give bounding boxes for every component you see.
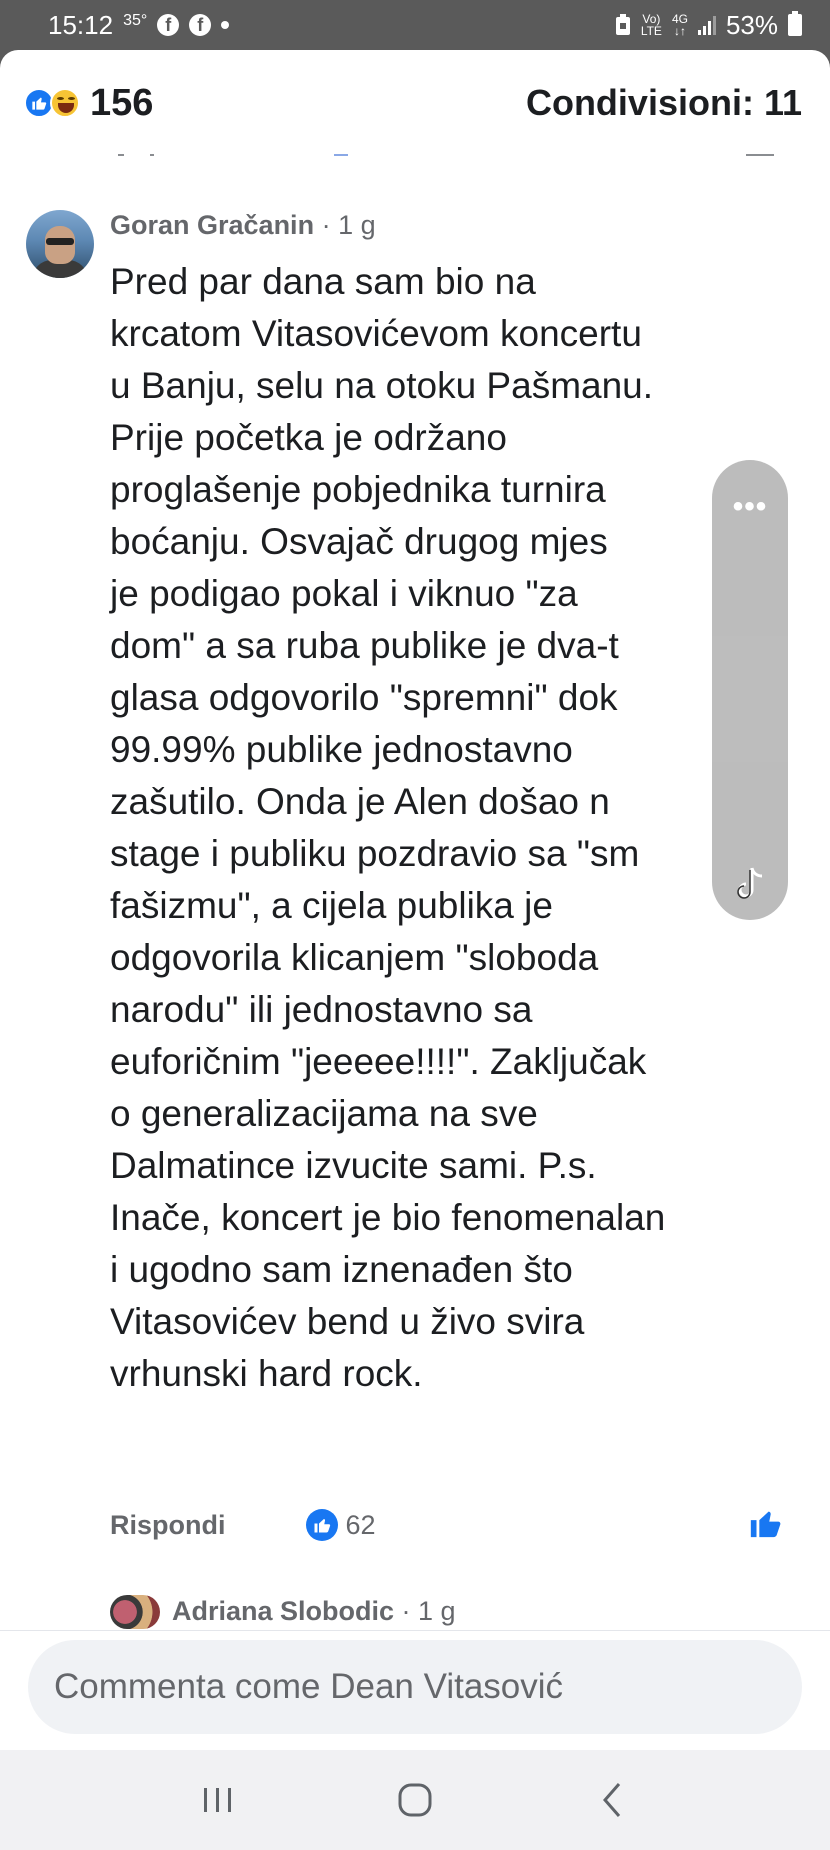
facebook-notification-icon: f (189, 14, 211, 36)
home-button[interactable] (385, 1770, 445, 1830)
thumbs-up-icon (748, 1506, 782, 1540)
comment-like-count[interactable] (306, 1509, 376, 1541)
haha-reaction-icon (50, 88, 80, 118)
like-comment-button[interactable] (748, 1506, 782, 1545)
back-chevron-icon (597, 1780, 627, 1820)
cropped-row-remnant (0, 150, 830, 162)
reactions-left[interactable] (24, 82, 153, 125)
android-navigation-bar (0, 1750, 830, 1850)
status-time: 15:12 (48, 9, 114, 40)
battery-percent: 53% (725, 9, 778, 40)
comment-time-separator: · (314, 210, 339, 240)
more-notifications-dot-icon (221, 21, 229, 29)
reply-button[interactable]: Rispondi (110, 1509, 226, 1540)
status-left (48, 10, 229, 41)
status-right (615, 10, 802, 41)
volte-indicator: Vo) LTE (640, 12, 662, 38)
tiktok-icon[interactable] (734, 866, 766, 902)
facebook-notification-icon: f (157, 14, 179, 36)
next-commenter-avatar[interactable] (110, 1595, 160, 1629)
next-comment-separator: · (394, 1596, 419, 1626)
shares-count[interactable]: Condivisioni: 11 (525, 82, 802, 123)
data-saver-icon (615, 14, 631, 36)
next-comment-author[interactable]: Adriana Slobodic (172, 1596, 395, 1626)
composer-divider (0, 1630, 830, 1631)
signal-strength-icon (698, 15, 716, 35)
like-reaction-icon (306, 1509, 338, 1541)
like-count-value: 62 (345, 1509, 376, 1540)
floating-side-panel[interactable] (712, 460, 788, 920)
recent-apps-icon (200, 1784, 236, 1816)
comment-header (110, 210, 376, 241)
reaction-icons (24, 86, 84, 120)
next-comment-timestamp[interactable]: 1 g (418, 1596, 456, 1626)
back-button[interactable] (582, 1770, 642, 1830)
recent-apps-button[interactable] (188, 1770, 248, 1830)
home-icon (395, 1780, 435, 1820)
comment-input-placeholder: Commenta come Dean Vitasović (54, 1667, 564, 1706)
comment-text: Pred par dana sam bio na krcatom Vitasovićevom koncertu u Banju, selu na otoku Pašmanu. Prije početka je održano proglašenje pobjednika turnira boćanju. Osvajač drugog mjes je podigao pokal i viknuo "za dom" a sa ruba publike je dva-t glasa odgovorilo "spremni" dok 99.99% publike jednostavno zašutilo. Onda je Alen došao n stage i publiku pozdravio sa "sm fašizmu", a cijela publika je odgovorila klicanjem "sloboda narodu" ili jednostavno sa euforičnim "jeeeee!!!!". Zaključak o generalizacijama na sve Dalmatince izvucite sami. P.s. Inače, koncert je bio fenomenalan i ugodno sam iznenađen što Vitasovićev bend u živo svira vrhunski hard rock. (110, 261, 666, 1394)
more-options-icon[interactable]: ••• (732, 490, 768, 523)
status-temperature: 35° (123, 12, 148, 29)
comment-author[interactable]: Goran Gračanin (110, 210, 315, 240)
comment-actions (110, 1505, 782, 1545)
4g-indicator: 4G ↓↑ (671, 12, 688, 38)
comment-input[interactable] (28, 1640, 802, 1734)
comment-timestamp[interactable]: 1 g (338, 210, 376, 240)
reaction-count: 156 (90, 81, 154, 124)
status-bar (0, 0, 830, 50)
next-comment-header (172, 1596, 456, 1627)
reactions-summary[interactable] (24, 78, 802, 128)
battery-icon (788, 14, 802, 36)
commenter-avatar[interactable] (26, 210, 94, 278)
